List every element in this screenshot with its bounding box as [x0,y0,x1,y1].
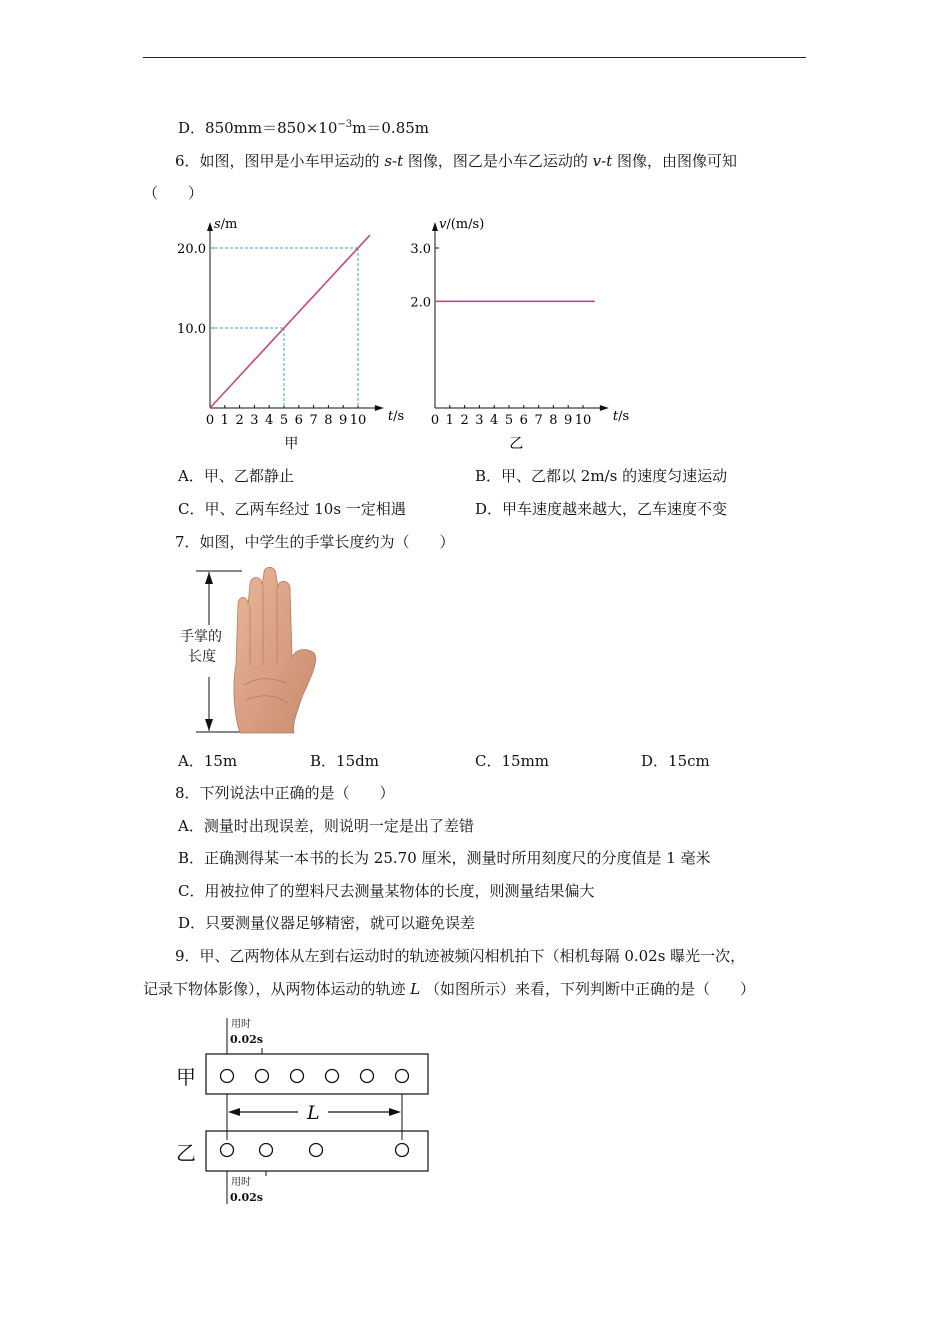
chart-yi-vt [395,212,630,457]
chart-jia-st [170,212,405,457]
yi-dot [396,1144,409,1157]
chart-jia-x-tick-label: 0 [205,413,215,428]
q5-d-label: D． [178,119,206,137]
chart-jia-caption: 甲 [284,436,299,452]
chart-yi-y-label: v/(m/s) [439,217,485,232]
chart-jia-y-tick-label: 20.0 [177,242,206,257]
q8-stem: 8．下列说法中正确的是（ ） [175,784,395,802]
chart-yi-y-arrow [432,222,438,231]
jia-dot [256,1070,269,1083]
q9-stem-2a: 记录下物体影像），从两物体运动的轨迹 [143,980,411,998]
q7-option-b[interactable]: B．15dm [310,752,379,770]
bottom-time-label-1: 用时 [231,1177,251,1188]
yi-dot [310,1144,323,1157]
q7-option-c[interactable]: C．15mm [475,752,550,770]
top-time-label-2: 0.02s [230,1033,263,1046]
chart-yi-x-tick-label: 10 [574,413,592,428]
yi-dot [260,1144,273,1157]
q9-stem-1: 9．甲、乙两物体从左到右运动时的轨迹被频闪相机拍下（相机每隔 0.02s 曝光一次， [175,947,746,965]
q5-d-right: m＝0.85m [352,119,430,137]
row-yi-dots [221,1144,409,1157]
chart-jia-x-tick-label: 3 [250,413,259,428]
q6-stem-c: 图像，由图像可知 [612,152,738,170]
hand-label-2: 长度 [188,649,216,665]
jia-dot [221,1070,234,1083]
chart-yi-x-tick-label: 3 [475,413,484,428]
q5-d-exponent: −3 [337,119,353,130]
chart-jia-x-tick-label: 2 [235,413,244,428]
q6-stem-a: 6．如图，图甲是小车甲运动的 [175,152,385,170]
chart-jia-y-arrow [207,222,213,231]
chart-yi-caption: 乙 [509,436,524,452]
q5-d-left: 850mm＝850×10 [205,119,338,137]
chart-jia-y-label: s/m [214,217,238,232]
jia-dot [396,1070,409,1083]
chart-jia-x-tick-label: 7 [309,413,318,428]
q6-paren: （ ） [143,184,204,202]
chart-jia-x-arrow [375,405,384,411]
chart-jia-x-tick-label: 4 [265,413,274,428]
row-jia-dots [221,1070,409,1083]
chart-jia-x-tick-label: 9 [339,413,348,428]
chart-yi-x-tick-label: 1 [445,413,454,428]
chart-yi-x-tick-label: 0 [430,413,440,428]
q9-stem-L: L [410,980,421,998]
q7-stem: 7．如图，中学生的手掌长度约为（ ） [175,533,455,551]
chart-jia-x-tick-label: 10 [349,413,367,428]
chart-jia-x-label: t/s [387,409,405,424]
q6-option-b[interactable]: B．甲、乙都以 2m/s 的速度匀速运动 [475,467,728,485]
header-rule [143,57,806,58]
chart-yi-x-tick-label: 6 [519,413,528,428]
chart-yi-y-tick-label: 3.0 [410,242,431,257]
q9-stem-2 [143,979,755,999]
q6-stem-b: 图像，图乙是小车乙运动的 [403,152,593,170]
q6-option-d[interactable]: D．甲车速度越来越大，乙车速度不变 [475,500,728,518]
chart-jia-x-tick-label: 6 [294,413,303,428]
chart-jia-x-tick-label: 5 [279,413,289,428]
jia-dot [361,1070,374,1083]
chart-yi-x-tick-label: 5 [504,413,514,428]
hand-figure [176,565,326,740]
chart-yi-x-tick-label: 9 [564,413,573,428]
chart-jia-x-tick-label: 8 [324,413,333,428]
q7-option-d[interactable]: D．15cm [641,752,710,770]
chart-yi-x-tick-label: 4 [490,413,499,428]
q9-stem-2b: （如图所示）来看，下列判断中正确的是（ ） [420,980,756,998]
chart-yi-x-arrow [600,405,609,411]
jia-dot [326,1070,339,1083]
chart-jia-series-line [210,235,370,408]
chart-yi-x-tick-label: 8 [549,413,558,428]
q6-option-c[interactable]: C．甲、乙两车经过 10s 一定相遇 [178,500,406,518]
chart-jia-x-tick-label: 1 [220,413,229,428]
top-time-label-1: 用时 [231,1019,251,1030]
chart-jia-y-tick-label: 10.0 [177,322,206,337]
row-yi-label: 乙 [176,1141,196,1165]
row-jia-frame [206,1054,428,1094]
chart-yi-x-label: t/s [612,409,630,424]
chart-yi-x-tick-label: 7 [534,413,543,428]
length-L-label: L [307,1102,320,1124]
q8-option-d[interactable]: D．只要测量仪器足够精密，就可以避免误差 [178,914,476,932]
row-jia-label: 甲 [176,1065,196,1089]
q7-option-a[interactable]: A．15m [178,752,238,770]
jia-dot [291,1070,304,1083]
q6-stem-vt: v-t [592,152,613,170]
bottom-time-label-2: 0.02s [230,1191,263,1204]
q9-trajectory-figure [170,1010,440,1210]
q8-option-b[interactable]: B．正确测得某一本书的长为 25.70 厘米，测量时所用刻度尺的分度值是 1 毫米 [178,849,711,867]
hand-icon [234,567,316,733]
q8-option-a[interactable]: A．测量时出现误差，则说明一定是出了差错 [178,817,474,835]
yi-dot [221,1144,234,1157]
q6-option-a[interactable]: A．甲、乙都静止 [178,467,294,485]
row-yi-frame [206,1131,428,1171]
chart-yi-x-tick-label: 2 [460,413,469,428]
hand-label-1: 手掌的 [180,629,222,645]
q8-option-c[interactable]: C．用被拉伸了的塑料尺去测量某物体的长度，则测量结果偏大 [178,882,595,900]
q6-stem-st: s-t [384,152,404,170]
q5-option-d [178,118,429,138]
q6-stem [175,151,737,171]
chart-yi-y-tick-label: 2.0 [410,295,431,311]
